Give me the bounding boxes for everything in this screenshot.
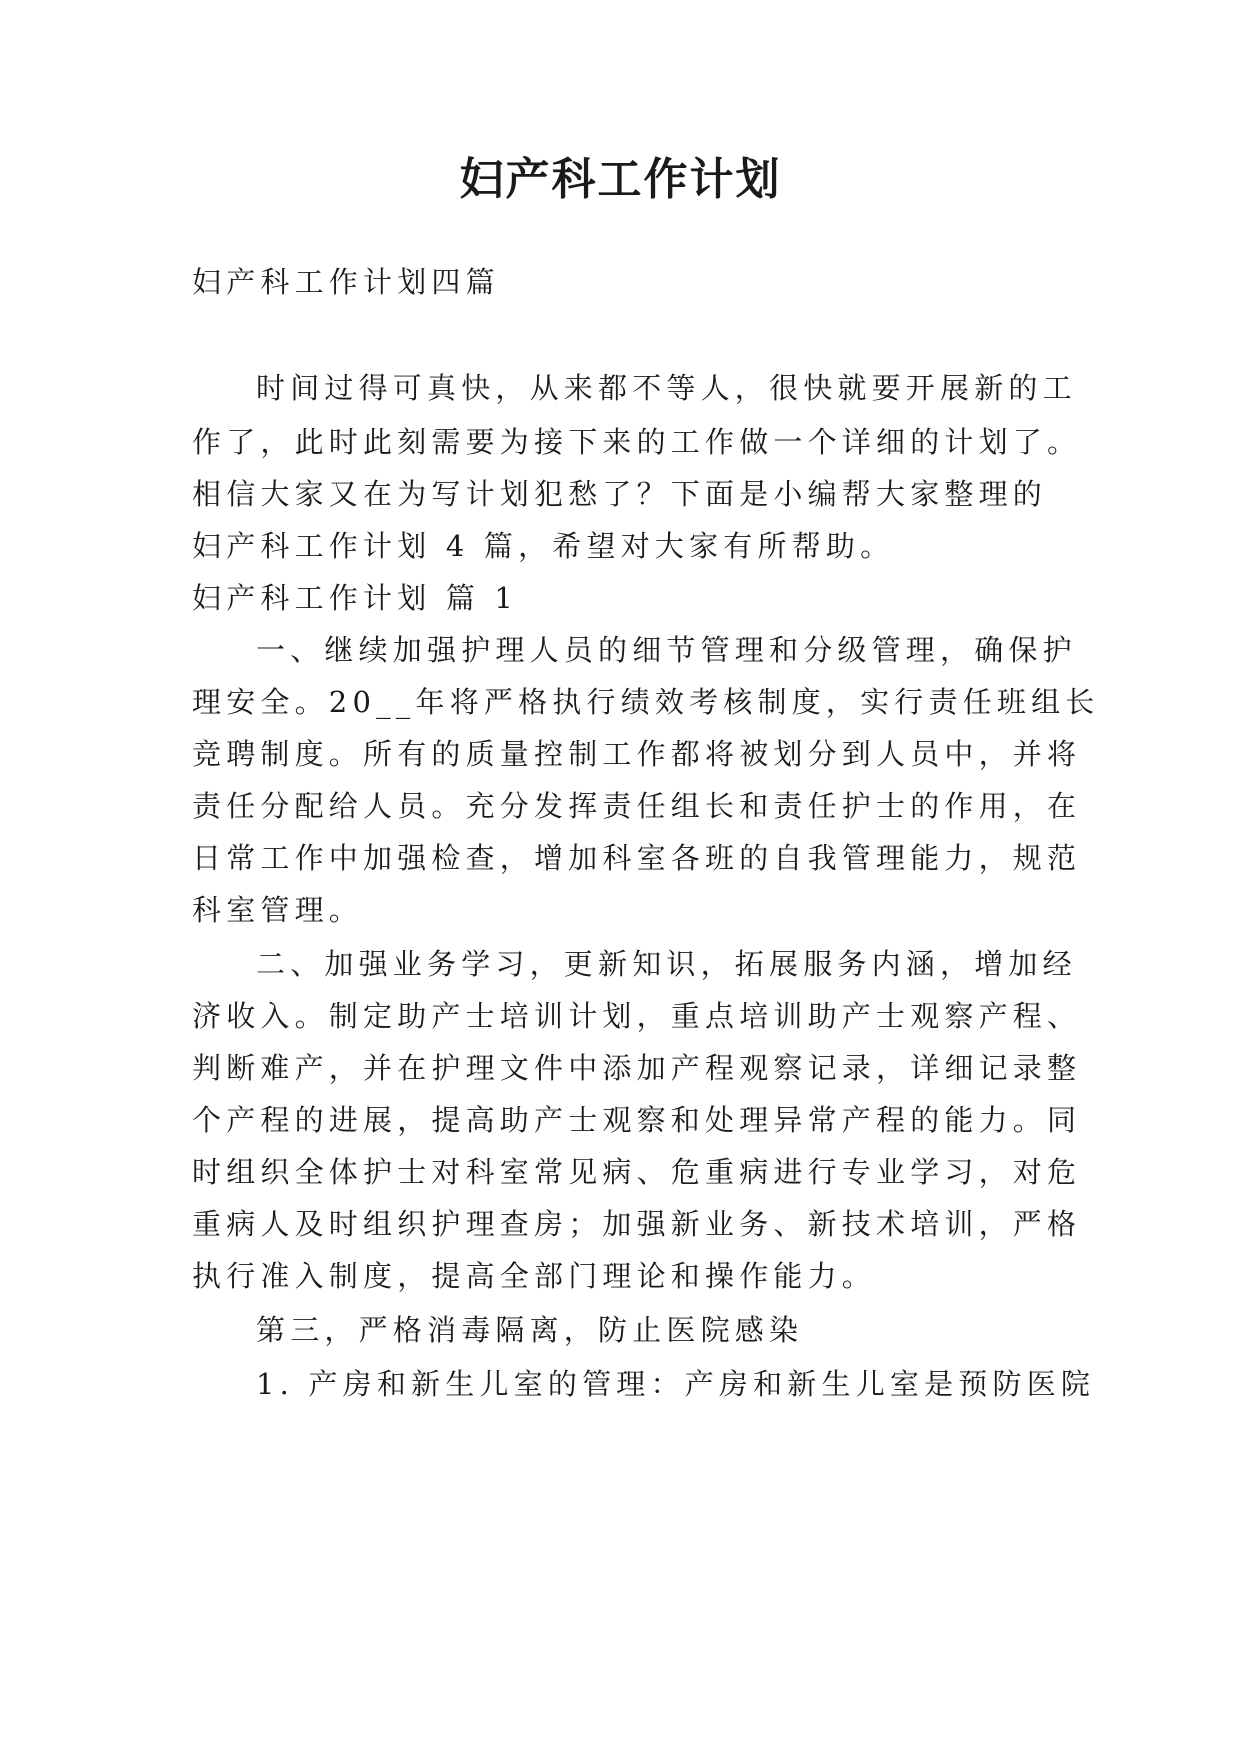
intro-line-4: 妇产科工作计划 4 篇，希望对大家有所帮助。 [192,529,895,563]
item-one-line-3: 竞聘制度。所有的质量控制工作都将被划分到人员中，并将 [192,737,1082,771]
item-one-line-6: 科室管理。 [192,893,364,927]
item-two-line-1: 二、加强业务学习，更新知识，拓展服务内涵，增加经 [256,947,1077,981]
item-two-line-4: 个产程的进展，提高助产士观察和处理异常产程的能力。同 [192,1103,1082,1137]
item-three-heading: 第三，严格消毒隔离，防止医院感染 [256,1313,804,1347]
intro-line-1: 时间过得可真快，从来都不等人，很快就要开展新的工 [256,371,1077,405]
section-heading-part-1: 妇产科工作计划 篇 1 [192,581,519,615]
document-title: 妇产科工作计划 [459,154,782,205]
item-one-line-5: 日常工作中加强检查，增加科室各班的自我管理能力，规范 [192,841,1082,875]
item-one-line-2: 理安全。20__年将严格执行绩效考核制度，实行责任班组长 [192,685,1100,719]
item-two-line-5: 时组织全体护士对科室常见病、危重病进行专业学习，对危 [192,1155,1082,1189]
item-two-line-3: 判断难产，并在护理文件中添加产程观察记录，详细记录整 [192,1051,1082,1085]
item-two-line-2: 济收入。制定助产士培训计划，重点培训助产士观察产程、 [192,999,1082,1033]
item-two-line-6: 重病人及时组织护理查房；加强新业务、新技术培训，严格 [192,1207,1082,1241]
item-two-line-7: 执行准入制度，提高全部门理论和操作能力。 [192,1259,877,1293]
intro-line-2: 作了，此时此刻需要为接下来的工作做一个详细的计划了。 [192,425,1082,459]
document-subtitle: 妇产科工作计划四篇 [192,265,500,299]
item-one-line-4: 责任分配给人员。充分发挥责任组长和责任护士的作用，在 [192,789,1082,823]
intro-line-3: 相信大家又在为写计划犯愁了？下面是小编帮大家整理的 [192,477,1048,511]
item-three-sub-1: 1. 产房和新生儿室的管理：产房和新生儿室是预防医院 [256,1367,1096,1401]
item-one-line-1: 一、继续加强护理人员的细节管理和分级管理，确保护 [256,633,1077,667]
